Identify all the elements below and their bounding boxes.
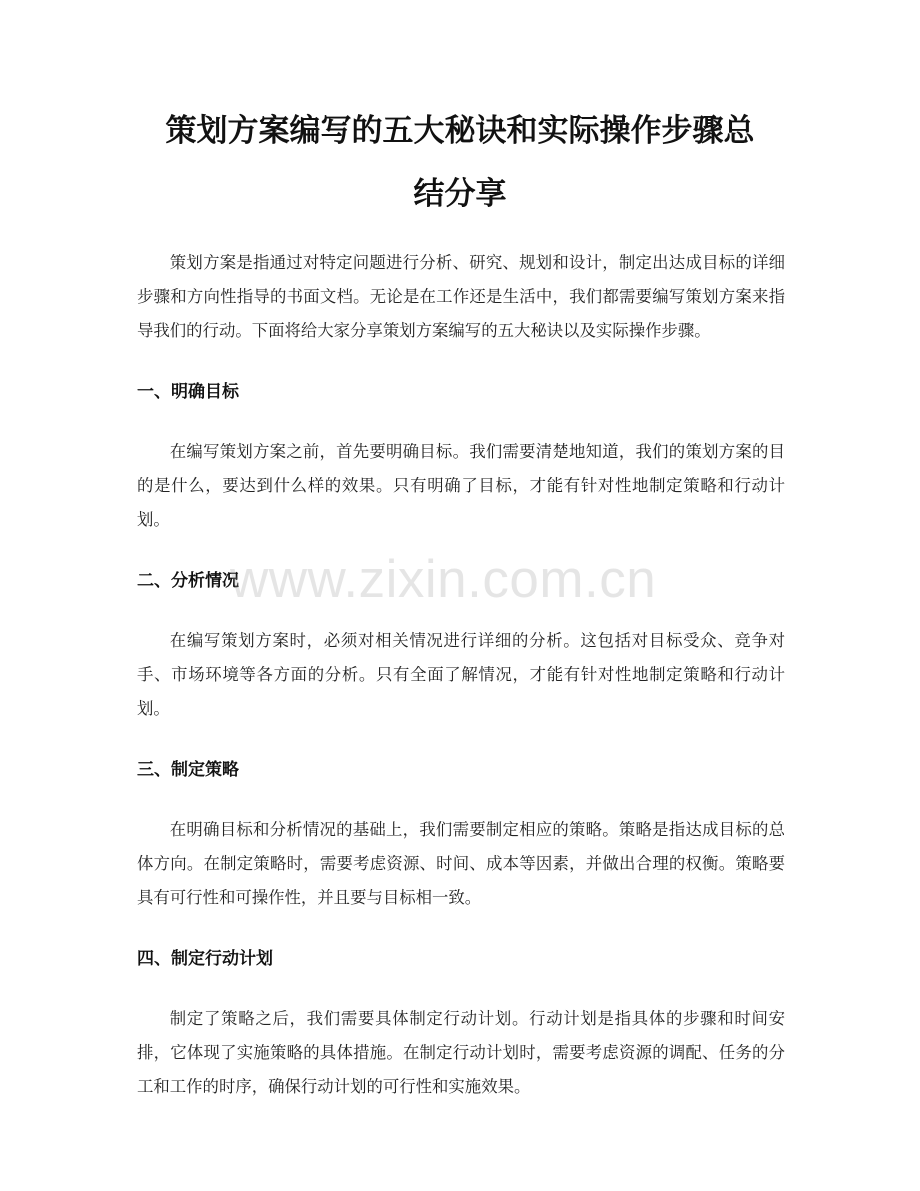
section-paragraph-4: 制定了策略之后，我们需要具体制定行动计划。行动计划是指具体的步骤和时间安排，它体现了实施策略的具体措施。在制定行动计划时，需要考虑资源的调配、任务的分工和工作的时序，确保行动计划的可行性和实施效果。 xyxy=(137,1009,785,1096)
document-title-line-2: 结分享 xyxy=(413,176,507,212)
section-heading-4: 四、制定行动计划 xyxy=(137,949,273,969)
intro-paragraph: 策划方案是指通过对特定问题进行分析、研究、规划和设计，制定出达成目标的详细步骤和方向性指导的书面文档。无论是在工作还是生活中，我们都需要编写策划方案来指导我们的行动。下面将给大家分享策划方案编写的五大秘诀以及实际操作步骤。 xyxy=(137,253,785,340)
document-body xyxy=(137,246,785,1104)
section-paragraph-3: 在明确目标和分析情况的基础上，我们需要制定相应的策略。策略是指达成目标的总体方向。在制定策略时，需要考虑资源、时间、成本等因素，并做出合理的权衡。策略要具有可行性和可操作性，并且要与目标相一致。 xyxy=(137,820,785,907)
section-heading-1: 一、明确目标 xyxy=(137,382,239,402)
watermark-text: www.zixin.com.cn xyxy=(230,550,657,609)
section-paragraph-1: 在编写策划方案之前，首先要明确目标。我们需要清楚地知道，我们的策划方案的目的是什么，要达到什么样的效果。只有明确了目标，才能有针对性地制定策略和行动计划。 xyxy=(137,442,785,529)
section-paragraph-2: 在编写策划方案时，必须对相关情况进行详细的分析。这包括对目标受众、竞争对手、市场环境等各方面的分析。只有全面了解情况，才能有针对性地制定策略和行动计划。 xyxy=(137,631,785,718)
section-heading-3: 三、制定策略 xyxy=(137,760,239,780)
section-heading-2: 二、分析情况 xyxy=(137,571,239,591)
document-title-line-1: 策划方案编写的五大秘诀和实际操作步骤总 xyxy=(165,113,755,149)
